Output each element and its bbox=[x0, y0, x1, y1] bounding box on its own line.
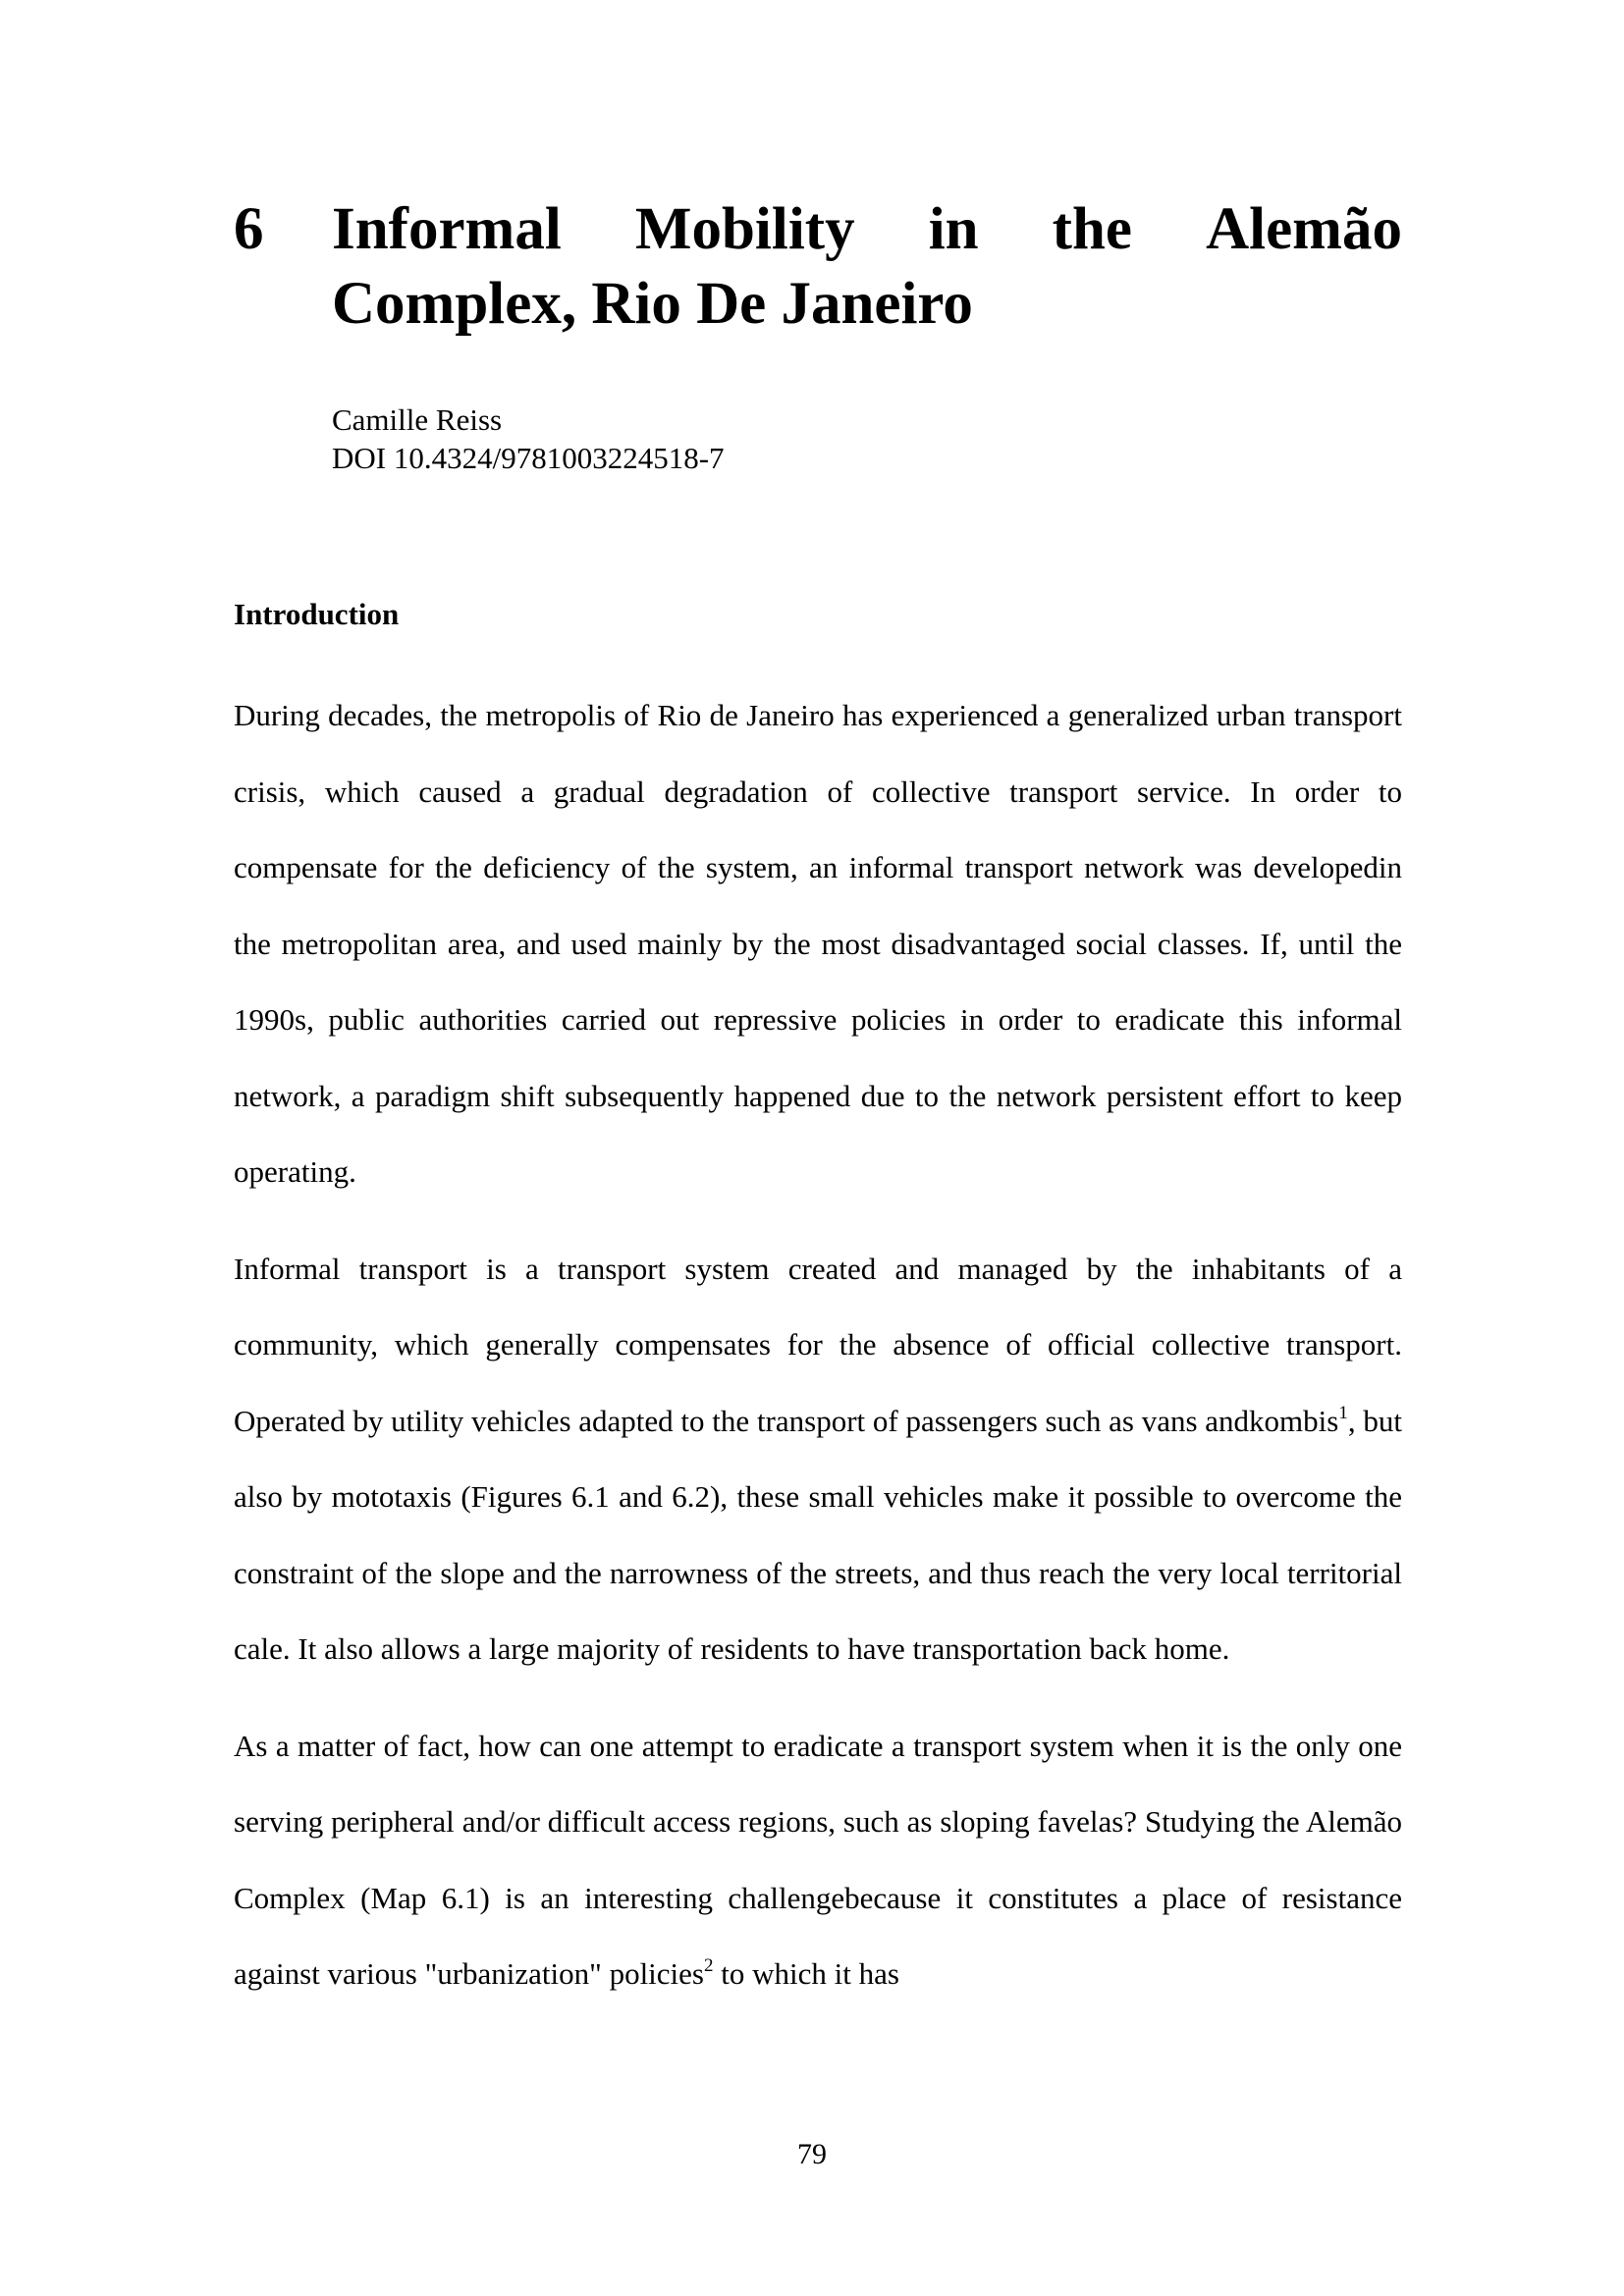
paragraph-text: , but also by mototaxis (Figures 6.1 and 6.2), these small vehicles make it possible to overcome the constraint of the slope and the narrowness of the streets, and thus reach the very local territorial cale. It also allows a large majority of residents to have transportation back home. bbox=[234, 1403, 1402, 1666]
chapter-number: 6 bbox=[234, 196, 264, 262]
paragraph-text: to which it has bbox=[713, 1956, 899, 1991]
paragraph-text: Informal transport is a transport system created and managed by the inhabitants of a community, which generally compensates for the absence of official collective transport. Operated by utility vehicles adapted to the transport of passengers such as vans andkombis bbox=[234, 1251, 1402, 1438]
title-word: in bbox=[928, 196, 979, 262]
footnote-marker: 2 bbox=[704, 1955, 714, 1976]
chapter-title-line-2: Complex, Rio De Janeiro bbox=[332, 271, 973, 337]
chapter-title bbox=[332, 192, 1402, 342]
title-word: Informal bbox=[332, 196, 562, 262]
title-word: Alemão bbox=[1206, 196, 1402, 262]
page-number: 79 bbox=[797, 2138, 827, 2170]
byline bbox=[332, 400, 725, 477]
author-name: Camille Reiss bbox=[332, 402, 503, 437]
title-word: Mobility bbox=[634, 196, 855, 262]
footnote-marker: 1 bbox=[1338, 1402, 1348, 1423]
chapter-title-line-1 bbox=[332, 192, 1402, 267]
section-heading: Introduction bbox=[234, 597, 400, 631]
title-word: the bbox=[1052, 196, 1132, 262]
doi: DOI 10.4324/9781003224518-7 bbox=[332, 441, 725, 475]
paragraph-2 bbox=[234, 1231, 1402, 1687]
paragraph-3 bbox=[234, 1708, 1402, 2012]
body-text bbox=[234, 677, 1402, 2033]
paragraph-1: During decades, the metropolis of Rio de Janeiro has experienced a generalized urban transport crisis, which caused a gradual degradation of collective transport service. In order to compensate for the deficiency of the system, an informal transport network was developedin the metropolitan area, and used mainly by the most disadvantaged social classes. If, until the 1990s, public authorities carried out repressive policies in order to eradicate this informal network, a paradigm shift subsequently happened due to the network persistent effort to keep operating. bbox=[234, 698, 1402, 1189]
paragraph-text: As a matter of fact, how can one attempt to eradicate a transport system when it is the only one serving peripheral and/or difficult access regions, such as sloping favelas? Studying the Alemão Complex (Map 6.1) is an interesting challengebecause it constitutes a place of resistance against various "urbanization" policies bbox=[234, 1728, 1402, 1991]
